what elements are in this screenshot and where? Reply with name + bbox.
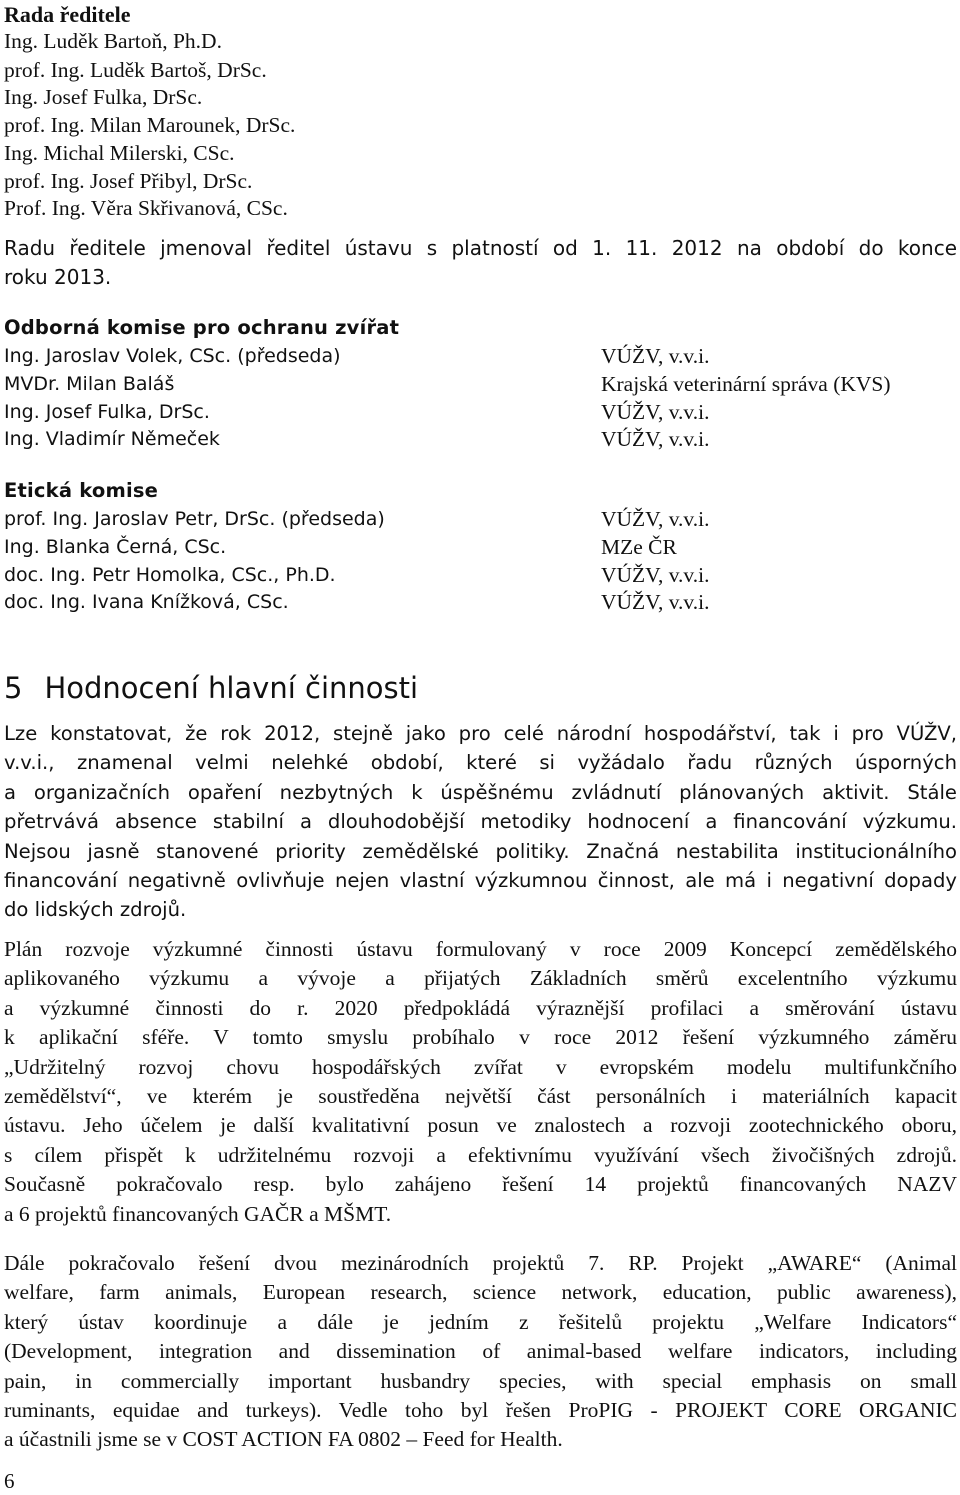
eticka-name: Ing. Blanka Černá, CSc. <box>4 536 227 558</box>
section-heading <box>4 668 418 708</box>
paragraph-line: s cílem přispět k udržitelnému rozvoji a efektivnímu využívání všech živočišných zdrojů. <box>4 1142 957 1167</box>
rada-member: prof. Ing. Josef Přibyl, DrSc. <box>4 169 253 193</box>
rada-note-line: roku 2013. <box>4 265 112 290</box>
paragraph-line: který ústav koordinuje a dále je jedním z řešitelů projektu „Welfare Indicators“ <box>4 1309 957 1334</box>
paragraph-line: do lidských zdrojů. <box>4 898 187 922</box>
paragraph-line: aplikovaného výzkumu a vývoje a přijatých Základních směrů excelentního výzkumu <box>4 966 957 991</box>
odborna-title: Odborná komise pro ochranu zvířat <box>4 316 400 339</box>
odborna-name: Ing. Jaroslav Volek, CSc. (předseda) <box>4 345 341 367</box>
paragraph-line: v.v.i., znamenal velmi nelehké období, které si vyžádalo řadu různých úsporných <box>4 751 957 775</box>
rada-member: Ing. Josef Fulka, DrSc. <box>4 85 203 109</box>
paragraph-line: a výzkumné činnosti do r. 2020 předpokládá výraznější profilaci a směrování ústavu <box>4 995 957 1020</box>
eticka-org: MZe ČR <box>601 535 677 559</box>
section-number: 5 <box>4 671 23 705</box>
odborna-name: Ing. Vladimír Němeček <box>4 428 220 450</box>
paragraph-1 <box>4 719 957 925</box>
eticka-org: VÚŽV, v.v.i. <box>601 507 710 531</box>
rada-member: prof. Ing. Milan Marounek, DrSc. <box>4 113 296 137</box>
paragraph-line: a účastnili jsme se v COST ACTION FA 0802 – Feed for Health. <box>4 1427 563 1452</box>
paragraph-line: (Development, integration and dissemination of animal-based welfare indicators, including <box>4 1339 957 1364</box>
paragraph-line: pain, in commercially important husbandry species, with special emphasis on small <box>4 1368 957 1393</box>
odborna-name: MVDr. Milan Baláš <box>4 373 175 395</box>
paragraph-line: financování negativně ovlivňuje nejen vlastní výzkumnou činnost, ale má i negativní dopady <box>4 868 957 892</box>
odborna-org: VÚŽV, v.v.i. <box>601 427 710 451</box>
eticka-name: doc. Ing. Ivana Knížková, CSc. <box>4 591 289 613</box>
eticka-org: VÚŽV, v.v.i. <box>601 590 710 614</box>
eticka-org: VÚŽV, v.v.i. <box>601 563 710 587</box>
paragraph-line: Lze konstatovat, že rok 2012, stejně jako pro celé národní hospodářství, tak i pro VÚŽV, <box>4 722 957 745</box>
eticka-name: doc. Ing. Petr Homolka, CSc., Ph.D. <box>4 564 336 586</box>
paragraph-line: k aplikační sféře. V tomto smyslu probíhalo v roce 2012 řešení výzkumného záměru <box>4 1025 957 1050</box>
odborna-org: VÚŽV, v.v.i. <box>601 400 710 424</box>
section-title: Hodnocení hlavní činnosti <box>44 671 419 705</box>
odborna-name: Ing. Josef Fulka, DrSc. <box>4 401 210 423</box>
paragraph-line: a 6 projektů financovaných GAČR a MŠMT. <box>4 1201 392 1226</box>
paragraph-line: zemědělství“, ve kterém je soustředěna největší část personálních i materiálních kapacit <box>4 1083 957 1108</box>
paragraph-line: přetrvává absence stabilní a dlouhodobější metodiky hodnocení a financování výzkumu. <box>4 810 957 834</box>
rada-member: Ing. Michal Milerski, CSc. <box>4 141 235 165</box>
rada-member: Ing. Luděk Bartoň, Ph.D. <box>4 29 222 53</box>
paragraph-line: Dále pokračovalo řešení dvou mezinárodních projektů 7. RP. Projekt „AWARE“ (Animal <box>4 1251 957 1275</box>
rada-member: prof. Ing. Luděk Bartoš, DrSc. <box>4 58 267 82</box>
paragraph-line: Současně pokračovalo resp. bylo zahájeno řešení 14 projektů financovaných NAZV <box>4 1172 957 1197</box>
paragraph-line: „Udržitelný rozvoj chovu hospodářských zvířat v evropském modelu multifunkčního <box>4 1054 957 1079</box>
paragraph-line: Nejsou jasně stanovené priority zemědělské politiky. Značná nestabilita institucionálního <box>4 839 957 863</box>
odborna-org: VÚŽV, v.v.i. <box>601 344 710 368</box>
paragraph-line: ruminants, equidae and turkeys). Vedle toho byl řešen ProPIG - PROJEKT CORE ORGANIC <box>4 1397 957 1422</box>
eticka-name: prof. Ing. Jaroslav Petr, DrSc. (předseda) <box>4 508 385 530</box>
paragraph-line: welfare, farm animals, European research, science network, education, public awareness), <box>4 1280 957 1305</box>
paragraph-line: ústavu. Jeho účelem je další kvalitativní posun ve znalostech a rozvoji zootechnického oboru, <box>4 1113 957 1138</box>
paragraph-line: a organizačních opaření nezbytných k úspěšnému zvládnutí plánovaných aktivit. Stále <box>4 780 957 804</box>
paragraph-line: Plán rozvoje výzkumné činnosti ústavu formulovaný v roce 2009 Koncepcí zemědělského <box>4 937 957 961</box>
odborna-org: Krajská veterinární správa (KVS) <box>601 372 891 396</box>
rada-note <box>4 233 957 292</box>
eticka-title: Etická komise <box>4 479 159 502</box>
rada-member: Prof. Ing. Věra Skřivanová, CSc. <box>4 196 288 220</box>
page-number: 6 <box>4 1469 15 1493</box>
paragraph-2 <box>4 935 957 1229</box>
rada-title: Rada ředitele <box>4 2 131 27</box>
paragraph-3 <box>4 1249 957 1455</box>
rada-note-line: Radu ředitele jmenoval ředitel ústavu s platností od 1. 11. 2012 na období do konce <box>4 236 957 260</box>
